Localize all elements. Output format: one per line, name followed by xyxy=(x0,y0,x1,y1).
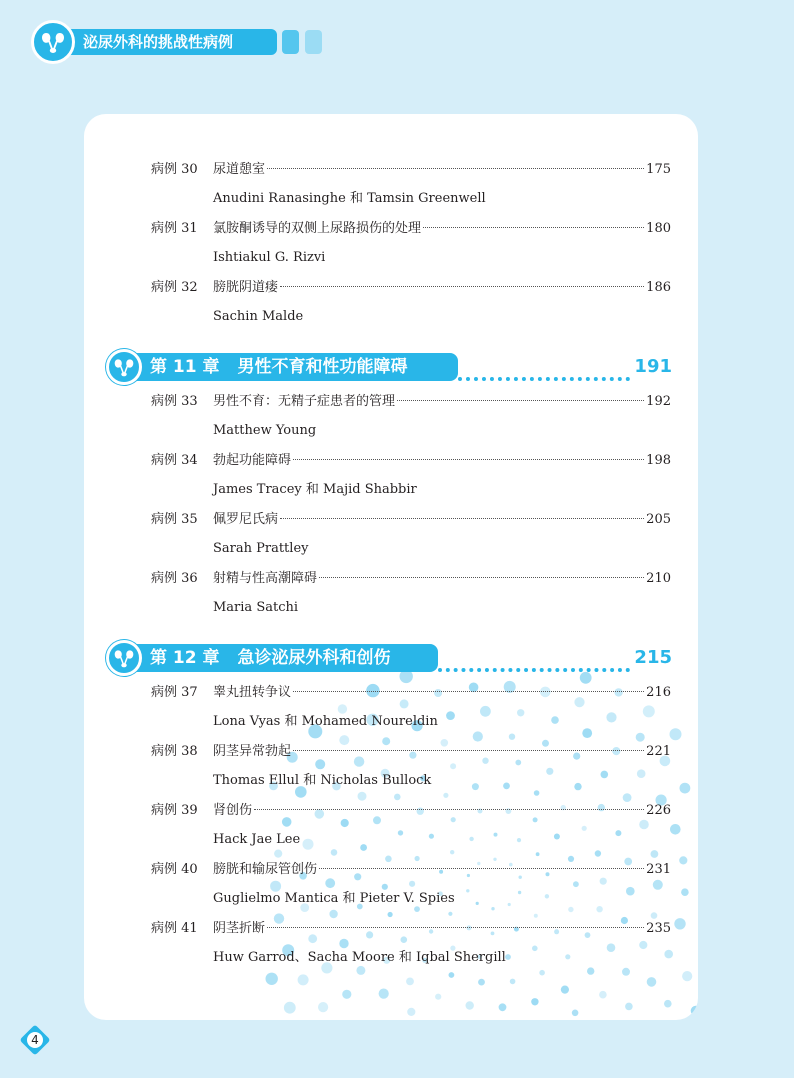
case-title: 氯胺酮诱导的双侧上尿路损伤的处理 xyxy=(213,221,422,236)
chapter-page-number: 191 xyxy=(634,356,672,377)
case-page-number: 221 xyxy=(646,744,671,759)
dot-leader xyxy=(319,868,644,869)
case-number: 病例 38 xyxy=(151,744,198,759)
case-authors: Ishtiakul G. Rizvi xyxy=(213,250,326,265)
case-page-number: 216 xyxy=(646,685,671,700)
case-page-number: 180 xyxy=(646,221,671,236)
toc-card xyxy=(84,114,698,1020)
case-title: 尿道憩室 xyxy=(213,162,266,177)
case-title: 勃起功能障碍 xyxy=(213,453,292,468)
page-number-badge xyxy=(19,1024,51,1056)
case-page-number: 198 xyxy=(646,453,671,468)
page-number: 4 xyxy=(31,1033,39,1047)
case-number: 病例 32 xyxy=(151,280,198,295)
header-decor-square xyxy=(282,30,299,54)
toc-entry[interactable] xyxy=(84,860,698,880)
case-authors: Sachin Malde xyxy=(213,309,304,324)
chapter-label: 第 11 章 xyxy=(150,357,220,377)
case-title: 阴茎异常勃起 xyxy=(213,744,292,759)
toc-entry[interactable] xyxy=(84,278,698,298)
chapter-heading[interactable] xyxy=(106,349,672,385)
case-number: 病例 39 xyxy=(151,803,198,818)
dot-leader xyxy=(293,691,644,692)
case-page-number: 205 xyxy=(646,512,671,527)
dot-leader xyxy=(267,927,644,928)
case-title: 肾创伤 xyxy=(213,803,253,818)
case-authors: Huw Garrod、Sacha Moore 和 Iqbal Shergill xyxy=(213,950,506,965)
dot-leader xyxy=(293,750,644,751)
case-authors: James Tracey 和 Majid Shabbir xyxy=(213,482,417,497)
case-authors: Thomas Ellul 和 Nicholas Bullock xyxy=(213,773,432,788)
case-page-number: 235 xyxy=(646,921,671,936)
kidney-logo-icon xyxy=(31,20,75,64)
chapter-title: 急诊泌尿外科和创伤 xyxy=(237,648,391,668)
case-title: 膀胱阴道瘘 xyxy=(213,280,279,295)
toc-entry[interactable] xyxy=(84,683,698,703)
toc-entry[interactable] xyxy=(84,451,698,471)
dot-leader xyxy=(293,459,644,460)
case-page-number: 175 xyxy=(646,162,671,177)
case-page-number: 186 xyxy=(646,280,671,295)
case-title: 阴茎折断 xyxy=(213,921,266,936)
dot-leader xyxy=(280,518,644,519)
case-number: 病例 34 xyxy=(151,453,198,468)
dot-leader xyxy=(280,286,644,287)
chapter-dot-leader xyxy=(438,646,630,672)
case-authors: Maria Satchi xyxy=(213,600,299,615)
toc-entry[interactable] xyxy=(84,742,698,762)
case-number: 病例 40 xyxy=(151,862,198,877)
toc-entry[interactable] xyxy=(84,801,698,821)
header-title: 泌尿外科的挑战性病例 xyxy=(57,29,277,55)
case-page-number: 192 xyxy=(646,394,671,409)
toc-entry[interactable] xyxy=(84,160,698,180)
case-number: 病例 33 xyxy=(151,394,198,409)
case-number: 病例 37 xyxy=(151,685,198,700)
case-number: 病例 35 xyxy=(151,512,198,527)
case-number: 病例 41 xyxy=(151,921,198,936)
header-decor-square xyxy=(305,30,322,54)
chapter-title-bar xyxy=(128,644,438,672)
case-authors: Matthew Young xyxy=(213,423,317,438)
case-authors: Anudini Ranasinghe 和 Tamsin Greenwell xyxy=(213,191,486,206)
dot-leader xyxy=(254,809,644,810)
case-page-number: 210 xyxy=(646,571,671,586)
chapter-dot-leader xyxy=(458,355,630,381)
toc-entry[interactable] xyxy=(84,392,698,412)
case-page-number: 226 xyxy=(646,803,671,818)
chapter-page-number: 215 xyxy=(634,647,672,668)
chapter-label: 第 12 章 xyxy=(150,648,220,668)
chapter-heading[interactable] xyxy=(106,640,672,676)
case-authors: Hack Jae Lee xyxy=(213,832,301,847)
chapter-title: 男性不育和性功能障碍 xyxy=(237,357,408,377)
case-authors: Lona Vyas 和 Mohamed Noureldin xyxy=(213,714,438,729)
case-title: 佩罗尼氏病 xyxy=(213,512,279,527)
toc-entry[interactable] xyxy=(84,569,698,589)
case-title: 射精与性高潮障碍 xyxy=(213,571,318,586)
toc-entry[interactable] xyxy=(84,510,698,530)
toc-entry[interactable] xyxy=(84,919,698,939)
running-header xyxy=(31,20,371,64)
case-title: 男性不育：无精子症患者的管理 xyxy=(213,394,396,409)
case-number: 病例 30 xyxy=(151,162,198,177)
toc-entry[interactable] xyxy=(84,219,698,239)
kidney-logo-icon xyxy=(106,640,142,676)
case-title: 膀胱和输尿管创伤 xyxy=(213,862,318,877)
case-page-number: 231 xyxy=(646,862,671,877)
dot-leader xyxy=(397,400,644,401)
case-authors: Sarah Prattley xyxy=(213,541,309,556)
chapter-title-bar xyxy=(128,353,458,381)
dot-leader xyxy=(267,168,644,169)
header-decor-square xyxy=(259,30,276,54)
dot-leader xyxy=(423,227,644,228)
case-number: 病例 31 xyxy=(151,221,198,236)
case-number: 病例 36 xyxy=(151,571,198,586)
case-authors: Guglielmo Mantica 和 Pieter V. Spies xyxy=(213,891,455,906)
kidney-logo-icon xyxy=(106,349,142,385)
dot-leader xyxy=(319,577,644,578)
case-title: 睾丸扭转争议 xyxy=(213,685,292,700)
